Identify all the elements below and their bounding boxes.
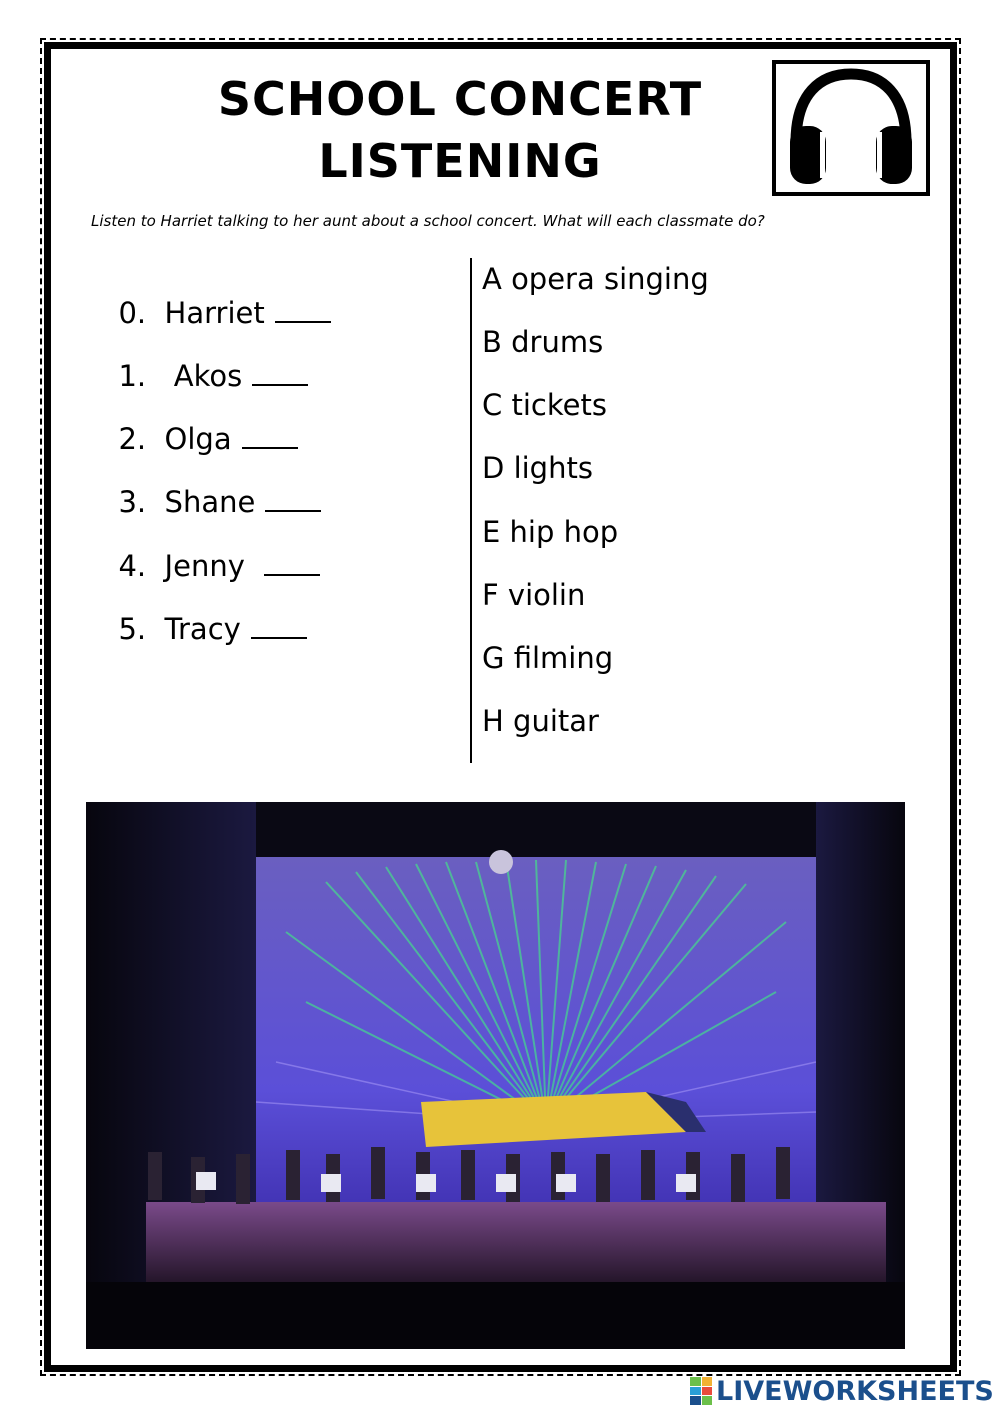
option-text: guitar xyxy=(513,704,599,738)
column-divider xyxy=(470,258,472,763)
question-number: 4. xyxy=(118,549,147,583)
question-item xyxy=(100,578,307,646)
option-item xyxy=(482,325,603,359)
answer-blank[interactable] xyxy=(242,423,298,449)
headphones-icon xyxy=(776,64,926,192)
option-letter: B xyxy=(482,325,502,359)
answer-blank[interactable] xyxy=(265,486,321,512)
option-text: lights xyxy=(513,451,593,485)
option-letter: H xyxy=(482,704,504,738)
question-number: 0. xyxy=(118,296,147,330)
option-text: violin xyxy=(507,578,586,612)
answer-blank[interactable] xyxy=(251,613,307,639)
option-text: hip hop xyxy=(509,515,619,549)
answer-blank[interactable] xyxy=(275,297,331,323)
option-item xyxy=(482,262,709,296)
option-letter: G xyxy=(482,641,505,675)
answer-blank[interactable] xyxy=(252,360,308,386)
question-name: Harriet xyxy=(164,296,265,330)
option-text: drums xyxy=(511,325,604,359)
headphones-icon-box xyxy=(772,60,930,196)
question-name: Akos xyxy=(173,359,243,393)
question-name: Jenny xyxy=(164,549,245,583)
liveworksheets-logo-icon xyxy=(690,1377,712,1405)
question-item xyxy=(100,262,331,330)
option-letter: A xyxy=(482,262,502,296)
question-name: Tracy xyxy=(164,612,241,646)
option-letter: F xyxy=(482,578,499,612)
option-item xyxy=(482,388,607,422)
option-text: filming xyxy=(513,641,614,675)
option-text: tickets xyxy=(511,388,607,422)
question-number: 5. xyxy=(118,612,147,646)
option-letter: D xyxy=(482,451,505,485)
question-number: 1. xyxy=(118,359,147,393)
question-item xyxy=(100,388,298,456)
question-name: Shane xyxy=(164,485,256,519)
page-title-line-2: LISTENING xyxy=(318,134,602,188)
stage-illustration xyxy=(86,802,905,1349)
question-item xyxy=(100,515,320,583)
option-letter: C xyxy=(482,388,503,422)
option-letter: E xyxy=(482,515,501,549)
option-item xyxy=(482,578,585,612)
concert-photo xyxy=(86,802,905,1349)
question-number: 3. xyxy=(118,485,147,519)
answer-blank[interactable] xyxy=(264,550,320,576)
liveworksheets-logo-text: LIVEWORKSHEETS xyxy=(716,1375,994,1407)
option-item xyxy=(482,451,593,485)
option-item xyxy=(482,641,613,675)
question-number: 2. xyxy=(118,422,147,456)
question-item xyxy=(100,325,308,393)
question-item xyxy=(100,451,321,519)
option-text: opera singing xyxy=(511,262,709,296)
option-item xyxy=(482,704,599,738)
instructions: Listen to Harriet talking to her aunt about a school concert. What will each classmate do? xyxy=(91,212,765,230)
question-name: Olga xyxy=(164,422,232,456)
option-item xyxy=(482,515,618,549)
page-title-line-1: SCHOOL CONCERT xyxy=(217,72,703,126)
liveworksheets-logo xyxy=(690,1374,994,1408)
